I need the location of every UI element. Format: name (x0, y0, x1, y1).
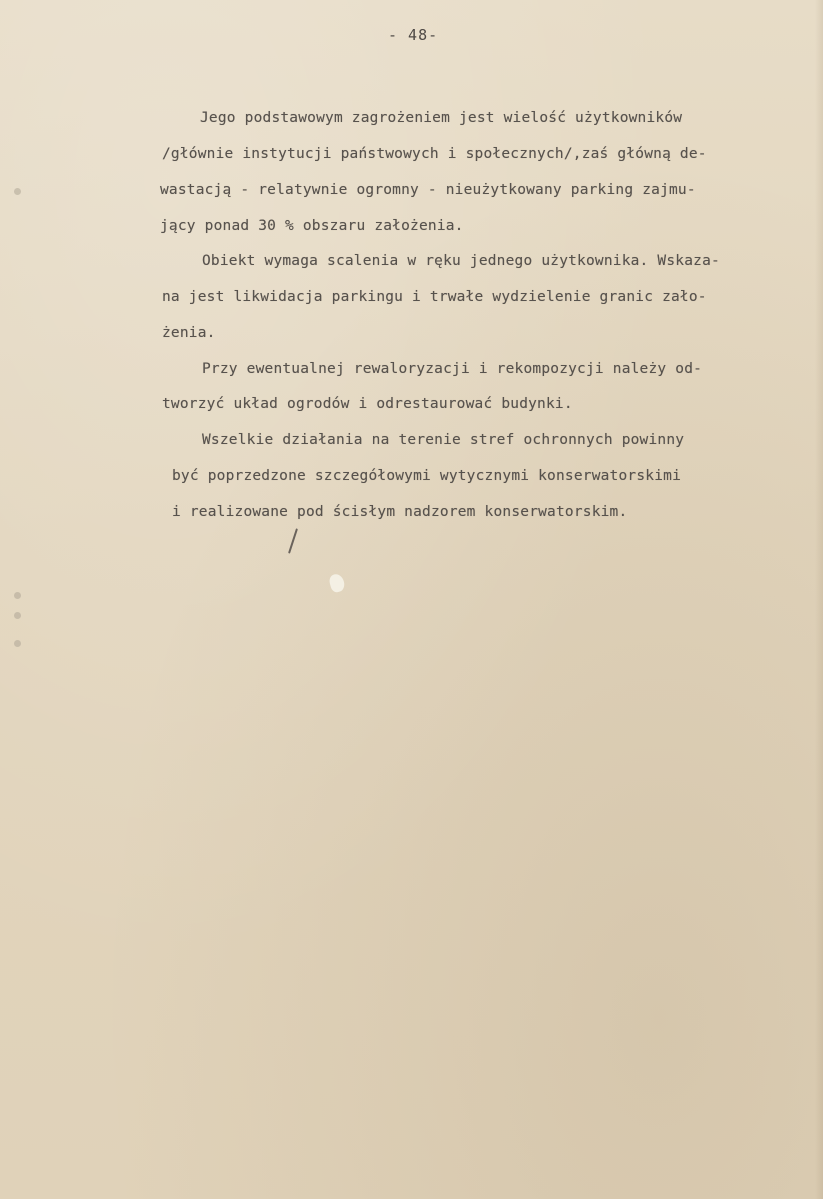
punch-hole (14, 640, 21, 647)
stray-pen-mark (288, 528, 298, 553)
text-line: i realizowane pod ścisłym nadzorem konserwatorskim. (172, 504, 628, 520)
punch-hole (14, 612, 21, 619)
text-line: wastacją - relatywnie ogromny - nieużytkowany parking zajmu- (160, 182, 696, 198)
text-line: żenia. (162, 325, 216, 341)
page-number: - 48- (388, 26, 439, 44)
text-line: tworzyć układ ogrodów i odrestaurować budynki. (162, 396, 573, 412)
punch-hole (14, 592, 21, 599)
text-line: Obiekt wymaga scalenia w ręku jednego użytkownika. Wskaza- (202, 253, 720, 269)
text-line: Przy ewentualnej rewaloryzacji i rekompozycji należy od- (202, 361, 703, 377)
text-line: jący ponad 30 % obszaru założenia. (160, 218, 464, 234)
paper-blot (328, 572, 346, 593)
paper-edge-shadow (815, 0, 823, 1199)
text-line: Wszelkie działania na terenie stref ochronnych powinny (202, 432, 685, 448)
text-line: Jego podstawowym zagrożeniem jest wielość użytkowników (200, 110, 683, 126)
text-line: być poprzedzone szczegółowymi wytycznymi konserwatorskimi (172, 468, 681, 484)
text-line: /głównie instytucji państwowych i społecznych/,zaś główną de- (162, 146, 707, 162)
punch-hole (14, 188, 21, 195)
text-line: na jest likwidacja parkingu i trwałe wydzielenie granic zało- (162, 289, 707, 305)
